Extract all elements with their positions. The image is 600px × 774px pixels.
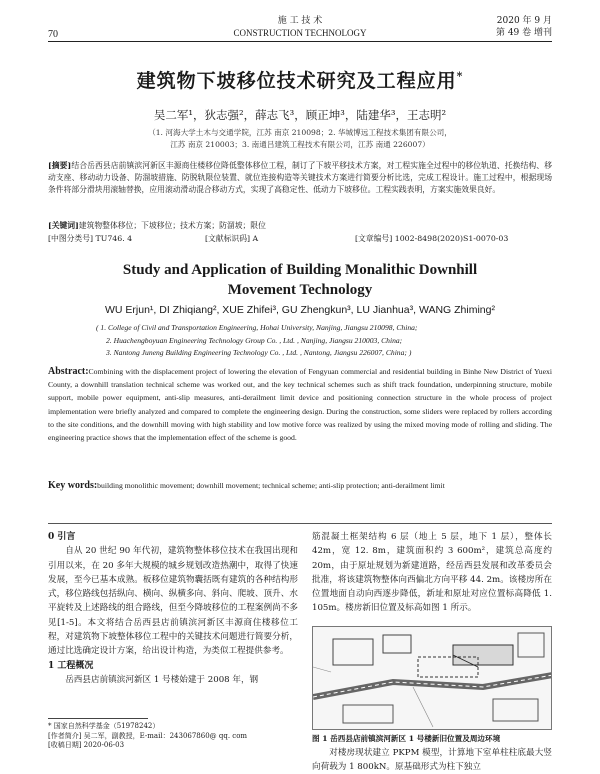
section-heading-overview: 1 工程概况 bbox=[48, 660, 94, 671]
keywords-cn-label: [关键词] bbox=[48, 221, 79, 230]
figure-1-site-map bbox=[312, 626, 552, 730]
footnote-author: [作者简介] 吴二军，副教授，E-mail：243067860@ qq. com bbox=[48, 731, 248, 740]
affiliation-en-line: ( 1. College of Civil and Transportation Engineering, Hohai University, Nanjing, Jiangsu 210098, China; bbox=[96, 323, 418, 332]
overview-paragraph: 岳西县店前镇滨河新区 1 号楼始建于 2008 年，钢 bbox=[65, 674, 259, 685]
affiliation-en-line: 3. Nantong Juneng Building Engineering Technology Co. , Ltd. , Nantong, Jiangsu 226007, China; ) bbox=[106, 348, 412, 357]
figure-1-caption: 图 1 岳西县店前镇滨河新区 1 号楼新旧位置及周边环境 bbox=[312, 734, 501, 743]
affiliations-cn bbox=[48, 127, 552, 151]
issue-date: 2020 年 9 月 bbox=[496, 16, 552, 26]
authors-en: WU Erjun¹, DI Zhiqiang², XUE Zhifei³, GU Zhengkun³, LU Jianhua³, WANG Zhiming² bbox=[105, 304, 495, 316]
footnotes bbox=[48, 722, 298, 751]
abstract-en-text: Combining with the displacement project of lowering the elevation of Fengyuan commercial and residential building in Binhe New District of Yuexi County, a downhill translation technical scheme was worked out, and the key technical schemes such as shift track foundation, underpinning structure, mobile support, mobile power equipment, anti-slip measures, anti-derailment limit device and positioning connection structure in the whole process of project implementation were briefly analyzed and compared to complete the engineering design. During the construction, some sliders were replaced by rollers according to the site conditions, and the downhill moving with high stability and low motive force was realized by using the mixed moving mode of rolling and sliding. The engineering practice shows that the implementation effect of the scheme is good. bbox=[48, 367, 552, 443]
authors-cn: 吴二军¹，狄志强²，薛志飞³，顾正坤³，陆建华³，王志明² bbox=[153, 108, 447, 122]
affiliation-cn-line: （1. 河海大学土木与交通学院，江苏 南京 210098；2. 华城博远工程技术集团有限公司， bbox=[148, 128, 452, 137]
keywords-en-text: building monolithic movement; downhill movement; technical scheme; anti-slip protection; anti-derailment limit bbox=[97, 481, 445, 490]
footnote-received: [收稿日期] 2020-06-03 bbox=[48, 741, 125, 749]
affiliation-cn-line: 江苏 南京 210003；3. 南通吕建筑工程技术有限公司，江苏 南通 226007） bbox=[170, 140, 430, 149]
footnote-fund: * 国家自然科学基金（51978242） bbox=[48, 722, 160, 730]
clc-number: [中图分类号] TU746. 4 bbox=[48, 234, 133, 243]
footnote-rule bbox=[48, 718, 148, 719]
abstract-cn-label: [摘要] bbox=[48, 161, 72, 170]
running-header-journal bbox=[210, 15, 390, 39]
overview-paragraph-cont: 筋混凝土框架结构 6 层（地上 5 层，地下 1 层），整体长 42m，宽 12. 8m，建筑面积约 3 600m²，建筑总高度约 20m，由于原址规划为新建道路，经岳西县发展和改革委员会批准，将该建筑物整体向西偏北方向平移 44. 2m。该楼房所在位置地面自动向西逐步降低，新址和原址对应位置标高降低 1. 105m。楼房新旧位置及标高如图 1 所示。 bbox=[312, 532, 552, 614]
body-right-column bbox=[312, 530, 552, 616]
title-en-line: Study and Application of Building Monalithic Downhill bbox=[122, 262, 478, 278]
intro-paragraph: 自从 20 世纪 90 年代初，建筑物整体移位技术在我国出现和引用以来，在 20 多年大规模的城乡规划改造热潮中，取得了快速发展，至今已基本成熟。板移位建筑物囊括既有建筑的各种结构形式，移位路线包括纵向、横向、纵横多向、斜向、爬坡、顶升、水平旋转及上述路线的组合路线，但至今降坡移位的工程案例尚不多见[1-5]。本文将结合岳西县店前镇滨河新区丰源商住楼移位工程，对建筑物下坡整体移位工程中的关键技术问题进行简要分析，通过比选确定设计方案，给出设计构造，为类似工程提供参考。 bbox=[48, 546, 298, 657]
title-en-line: Movement Technology bbox=[227, 282, 373, 298]
abstract-cn bbox=[48, 160, 552, 196]
affiliations-en bbox=[96, 322, 536, 360]
title-cn-text: 建筑物下坡移位技术研究及工程应用 bbox=[136, 70, 457, 92]
article-number: [文章编号] 1002-8498(2020)S1-0070-03 bbox=[355, 234, 509, 243]
body-left-column bbox=[48, 530, 298, 687]
keywords-en-label: Key words: bbox=[48, 480, 98, 491]
abstract-en-label: Abstract: bbox=[48, 366, 89, 377]
document-code: [文献标识码] A bbox=[205, 234, 259, 243]
paper-title-en bbox=[48, 260, 552, 300]
page-number: 70 bbox=[48, 29, 58, 40]
pkpm-paragraph: 对楼房现状建立 PKPM 模型，计算地下室单柱柱底最大竖向荷载为 1 800kN。原基础形式为柱下独立 bbox=[312, 748, 552, 772]
header-rule bbox=[48, 41, 552, 42]
section-divider bbox=[48, 523, 552, 524]
keywords-cn-text: 建筑物整体移位；下坡移位；技术方案；防溜坡；限位 bbox=[78, 221, 266, 230]
paper-title-cn bbox=[48, 66, 552, 93]
keywords-en bbox=[48, 480, 552, 493]
site-map-drawing bbox=[313, 627, 552, 730]
journal-name-en: CONSTRUCTION TECHNOLOGY bbox=[233, 28, 367, 38]
journal-name-cn: 施 工 技 术 bbox=[277, 16, 323, 26]
affiliation-en-line: 2. Huachengboyuan Engineering Technology Group Co. , Ltd. , Nanjing, Jiangsu 210003, China; bbox=[106, 335, 403, 345]
running-header-issue bbox=[440, 15, 552, 39]
old-position-building bbox=[453, 645, 513, 665]
keywords-cn bbox=[48, 220, 552, 231]
abstract-en bbox=[48, 365, 552, 444]
issue-volume: 第 49 卷 增刊 bbox=[495, 28, 552, 38]
title-footnote-mark: * bbox=[456, 69, 464, 83]
section-heading-intro: 0 引言 bbox=[48, 532, 76, 542]
abstract-cn-text: 结合岳西县店前镇滨河新区丰源商住楼移位降低整体移位工程，制订了下坡平移技术方案，对工程实施全过程中的移位轨道、托换结构、移动支座、移动动力设备、防溜坡措施、防脱轨限位装置、就位连接构造等关键技术方案进行简要分析比选，完成工程设计。施工过程中，根据现场条件将部分滑块用滚轴替换，应用滚动滑动混合移动方式，实现了高稳定性、低动力下坡移位。工程实践表明，方案实施效果良好。 bbox=[48, 161, 552, 194]
